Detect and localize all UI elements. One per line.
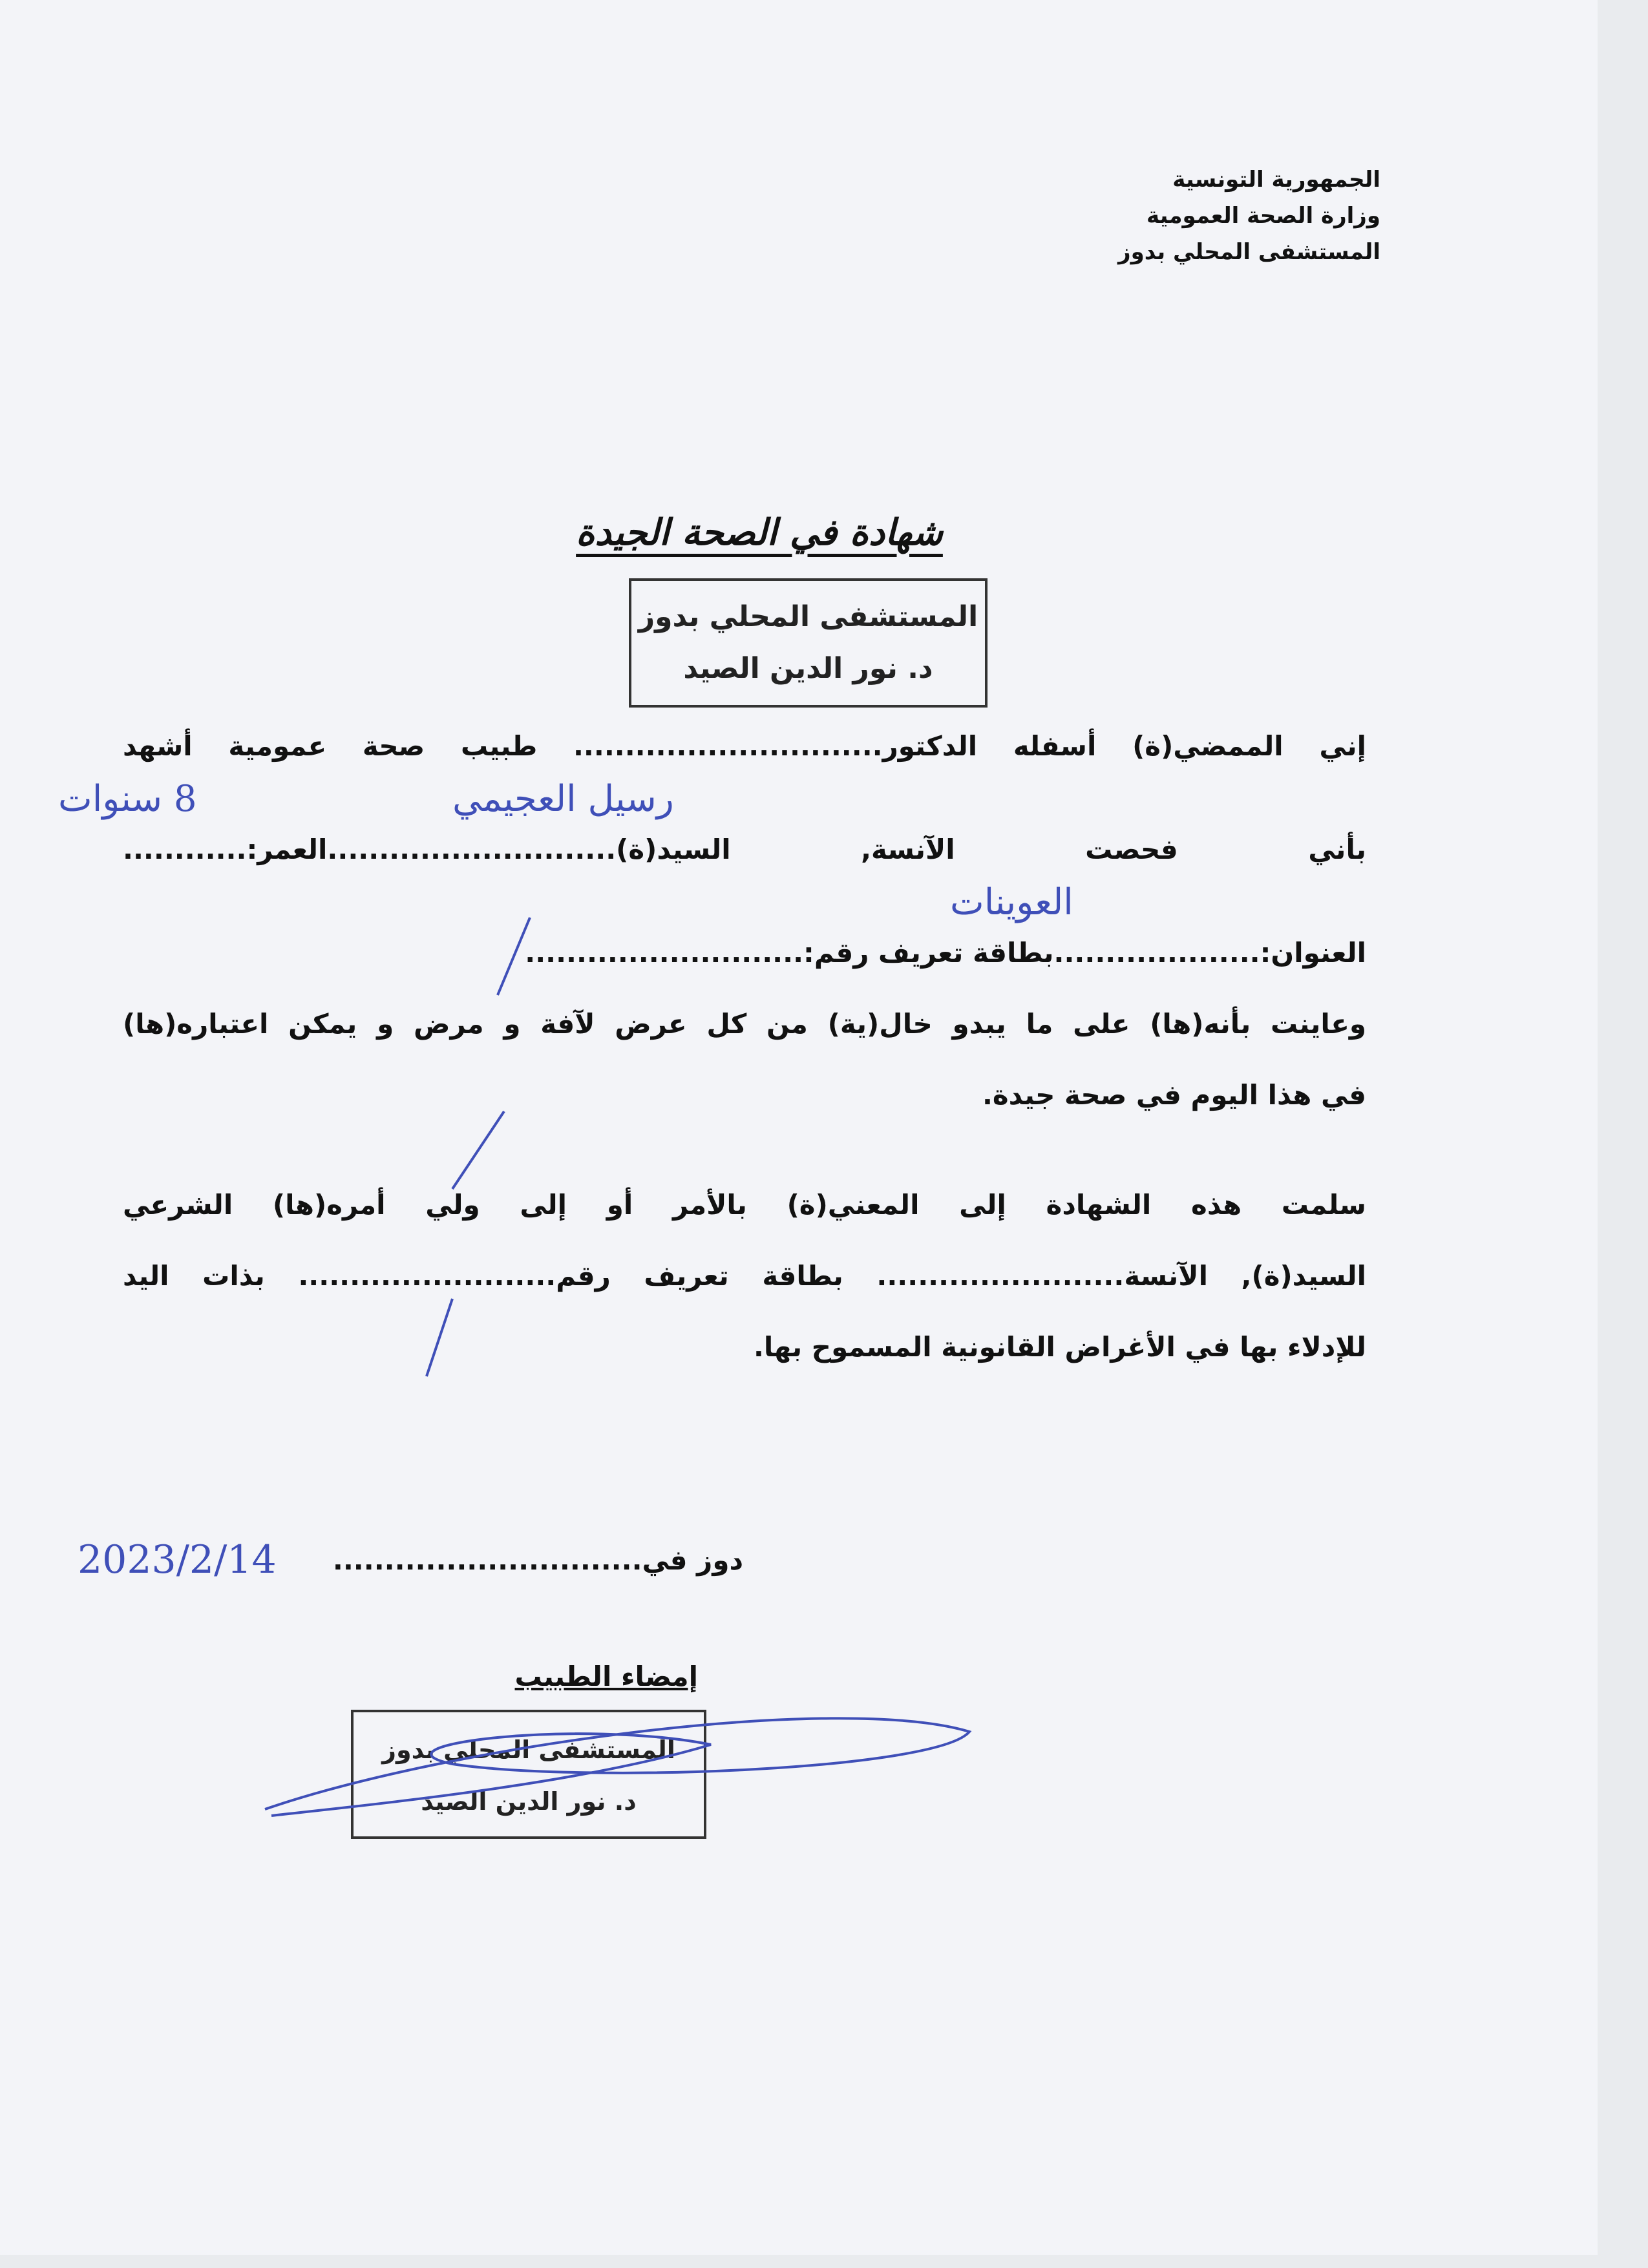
- body-line-6: سلمت هذه الشهادة إلى المعني(ة) بالأمر أو إلى ولي أمره(ها) الشرعي: [123, 1189, 1366, 1221]
- signature-label: إمضاء الطبيب: [514, 1661, 698, 1692]
- handwritten-name: رسيل العجيمي: [452, 778, 674, 820]
- body-line-3: العنوان:....................بطاقة تعريف رقم:...........................: [525, 937, 1366, 969]
- body-line-1: إني الممضي(ة) أسفله الدكتور.............................. طبيب صحة عمومية أشهد: [123, 730, 1366, 762]
- handwritten-address: العوينات: [950, 881, 1073, 923]
- body-line-4: وعاينت بأنه(ها) على ما يبدو خال(ية) من كل عرض لآفة و مرض و يمكن اعتباره(ها): [123, 1008, 1366, 1040]
- pen-stroke: [427, 1299, 452, 1376]
- letterhead-ministry: وزارة الصحة العمومية: [1146, 203, 1380, 229]
- body-line-2: بأني فحصت الآنسة, السيد(ة)............................العمر:............: [123, 834, 1366, 865]
- body-line-5: في هذا اليوم في صحة جيدة.: [982, 1079, 1366, 1111]
- stamp-doctor: د. نور الدين الصيد: [421, 1787, 637, 1816]
- pen-stroke: [498, 918, 530, 995]
- letterhead-republic: الجمهورية التونسية: [1172, 167, 1380, 193]
- pen-stroke: [452, 1111, 504, 1189]
- document-title: شهادة في الصحة الجيدة: [576, 512, 943, 554]
- stamp-doctor: د. نور الدين الصيد: [683, 652, 933, 685]
- stamp-hospital: المستشفى المحلي بدوز: [382, 1736, 675, 1764]
- handwritten-age: 8 سنوات: [58, 778, 197, 820]
- body-line-8: للإدلاء بها في الأغراض القانونية المسموح بها.: [753, 1331, 1366, 1363]
- handwritten-date: 2023/2/14: [78, 1537, 277, 1582]
- letterhead-hospital: المستشفى المحلي بدوز: [1118, 239, 1380, 265]
- date-label: دوز في..............................: [332, 1544, 743, 1576]
- body-line-7: السيد(ة), الآنسة........................ بطاقة تعريف رقم......................... بذات اليد: [123, 1260, 1366, 1292]
- stamp-hospital: المستشفى المحلي بدوز: [638, 600, 978, 633]
- signature-scribble: [265, 1718, 969, 1816]
